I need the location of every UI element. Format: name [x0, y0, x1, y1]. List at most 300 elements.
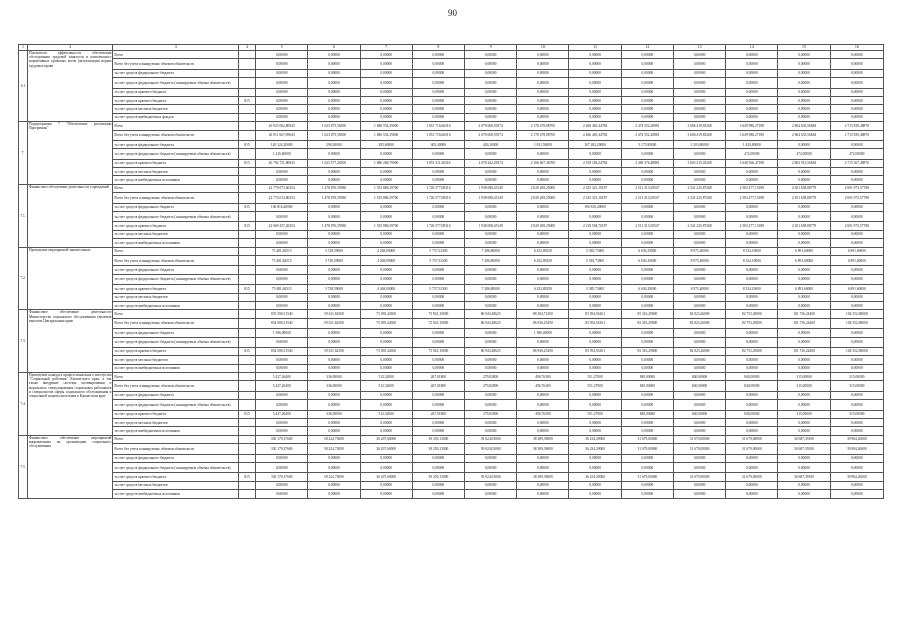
table-row: [19, 347, 884, 355]
table-row: [19, 356, 884, 364]
code-cell: [239, 444, 256, 454]
value-cell: 75 481,84515: [256, 285, 308, 293]
value-cell: 0,00000: [465, 329, 517, 337]
value-cell: 0,00000: [569, 239, 621, 247]
header-cell: 8: [412, 45, 464, 51]
value-cell: 279,82800: [465, 381, 517, 391]
value-cell: 0,00000: [256, 454, 308, 462]
source-cell: за счет средств федерального бюджета: [113, 454, 239, 462]
value-cell: 0,00000: [517, 356, 569, 364]
value-cell: 0,00000: [465, 391, 517, 399]
value-cell: 0,00000: [256, 168, 308, 176]
value-cell: 0,00000: [517, 293, 569, 301]
value-cell: 0,00000: [778, 490, 830, 498]
value-cell: 0,00000: [308, 239, 360, 247]
table-row: [19, 122, 884, 130]
source-cell: Всего без учета планируемых объемов обязательств: [113, 130, 239, 140]
value-cell: 0,00000: [778, 203, 830, 211]
table-row: [19, 381, 884, 391]
table-row: [19, 88, 884, 96]
value-cell: 0,00000: [778, 481, 830, 489]
value-cell: 0,00000: [830, 113, 883, 121]
value-cell: 0,00000: [830, 140, 883, 148]
value-cell: 315,00000: [778, 373, 830, 381]
value-cell: 0,00000: [673, 329, 725, 337]
value-cell: 1 623 875,56500: [308, 122, 360, 130]
code-cell: 815: [239, 347, 256, 355]
value-cell: 2 359 183,24784: [569, 159, 621, 167]
value-cell: 0,00000: [621, 266, 673, 274]
value-cell: 0,00000: [256, 301, 308, 309]
value-cell: 0,00000: [830, 400, 883, 410]
value-cell: 0,00000: [412, 239, 464, 247]
value-cell: 0,00000: [621, 69, 673, 77]
header-cell: 12: [621, 45, 673, 51]
table-row: [19, 212, 884, 222]
source-cell: за счет средств федерального бюджета (планируемые объемы обязательств): [113, 400, 239, 410]
value-cell: 0,00000: [517, 454, 569, 462]
value-cell: 0,00000: [778, 113, 830, 121]
value-cell: 0,00000: [517, 239, 569, 247]
value-cell: 1 478 876,59580: [308, 193, 360, 203]
value-cell: 2 325 321,10187: [569, 184, 621, 192]
source-cell: за счет средств федерального бюджета: [113, 266, 239, 274]
code-cell: [239, 310, 256, 318]
source-cell: за счет средств краевого бюджета: [113, 285, 239, 293]
value-cell: 0,00000: [517, 301, 569, 309]
value-cell: 0,00000: [830, 337, 883, 347]
value-cell: 1 478 876,59580: [308, 222, 360, 230]
value-cell: 0,00000: [360, 78, 412, 88]
value-cell: 0,00000: [778, 400, 830, 410]
value-cell: 0,00000: [412, 96, 464, 104]
value-cell: 1 535 886,39700: [360, 193, 412, 203]
value-cell: 0,00000: [412, 329, 464, 337]
value-cell: 496,76300: [517, 410, 569, 418]
value-cell: 0,00000: [256, 105, 308, 113]
value-cell: 0,00000: [517, 462, 569, 472]
value-cell: 840,00000: [673, 373, 725, 381]
value-cell: 0,00000: [830, 59, 883, 69]
value-cell: 0,00000: [465, 88, 517, 96]
value-cell: 0,00000: [360, 168, 412, 176]
value-cell: 840,00000: [621, 410, 673, 418]
value-cell: 0,00000: [360, 105, 412, 113]
value-cell: 82 823,26000: [673, 318, 725, 328]
source-cell: за счет средств внебюджетных источников: [113, 490, 239, 498]
value-cell: 0,00000: [465, 149, 517, 159]
value-cell: 1 851 311,26316: [412, 159, 464, 167]
value-cell: 0,00000: [569, 78, 621, 88]
value-cell: 0,00000: [308, 490, 360, 498]
value-cell: 0,00000: [621, 212, 673, 222]
value-cell: 0,00000: [778, 391, 830, 399]
value-cell: 267,01800: [412, 373, 464, 381]
value-cell: 0,00000: [308, 51, 360, 59]
value-cell: 0,00000: [465, 301, 517, 309]
code-cell: [239, 239, 256, 247]
table-row: [19, 293, 884, 301]
table-row: [19, 184, 884, 192]
value-cell: 0,00000: [256, 419, 308, 427]
source-cell: за счет средств местных бюджетов: [113, 356, 239, 364]
value-cell: 0,00000: [621, 454, 673, 462]
value-cell: 0,00000: [673, 481, 725, 489]
value-cell: 82 753,29000: [726, 318, 778, 328]
value-cell: 0,00000: [778, 454, 830, 462]
value-cell: 4 268,00000: [360, 247, 412, 255]
value-cell: 82 753,29000: [726, 347, 778, 355]
value-cell: 2 474 552,28881: [621, 122, 673, 130]
value-cell: 0,00000: [360, 391, 412, 399]
value-cell: 83 316,29000: [621, 318, 673, 328]
value-cell: 336,00000: [308, 410, 360, 418]
value-cell: 0,00000: [621, 78, 673, 88]
value-cell: 0,00000: [256, 113, 308, 121]
value-cell: 0,00000: [465, 400, 517, 410]
value-cell: 0,00000: [726, 301, 778, 309]
value-cell: 0,00000: [360, 356, 412, 364]
value-cell: 0,00000: [726, 427, 778, 435]
value-cell: 7 286,80000: [465, 247, 517, 255]
value-cell: 26 923 062,80943: [256, 122, 308, 130]
value-cell: 1 535 886,39700: [360, 222, 412, 230]
value-cell: 6 891,60000: [778, 255, 830, 265]
value-cell: 0,00000: [673, 88, 725, 96]
value-cell: 0,00000: [778, 266, 830, 274]
table-row: [19, 410, 884, 418]
value-cell: 0,00000: [778, 230, 830, 238]
value-cell: 0,00000: [308, 96, 360, 104]
value-cell: 5 757,52300: [412, 247, 464, 255]
value-cell: 22 669 257,20254: [256, 222, 308, 230]
source-cell: за счет средств федерального бюджета: [113, 203, 239, 211]
value-cell: 0,00000: [673, 168, 725, 176]
value-cell: 3 728,59000: [308, 285, 360, 293]
value-cell: 512,32000: [360, 373, 412, 381]
value-cell: 0,00000: [673, 462, 725, 472]
value-cell: 4 268,00000: [360, 285, 412, 293]
table-row: [19, 301, 884, 309]
value-cell: 0,00000: [569, 176, 621, 184]
value-cell: 0,00000: [360, 266, 412, 274]
value-cell: 279,82800: [465, 373, 517, 381]
value-cell: 267,01800: [412, 381, 464, 391]
value-cell: 1 726 577,08316: [412, 193, 464, 203]
value-cell: 0,00000: [621, 481, 673, 489]
value-cell: 1 726 577,08316: [412, 222, 464, 230]
value-cell: 0,00000: [256, 212, 308, 222]
value-cell: 107 282,20000: [569, 140, 621, 148]
value-cell: 0,00000: [308, 105, 360, 113]
value-cell: 0,00000: [412, 427, 464, 435]
value-cell: 0,00000: [308, 364, 360, 372]
value-cell: 0,00000: [517, 427, 569, 435]
value-cell: 0,00000: [360, 230, 412, 238]
value-cell: 0,00000: [726, 266, 778, 274]
value-cell: 0,00000: [517, 78, 569, 88]
value-cell: 0,00000: [569, 293, 621, 301]
value-cell: 0,00000: [673, 427, 725, 435]
value-cell: 0,00000: [673, 51, 725, 59]
code-cell: [239, 113, 256, 121]
value-cell: 0,00000: [830, 301, 883, 309]
code-cell: [239, 454, 256, 462]
value-cell: 75 481,84515: [256, 247, 308, 255]
table-row: [19, 255, 884, 265]
value-cell: 2 029 269,25000: [517, 193, 569, 203]
table-row: [19, 140, 884, 148]
value-cell: 0,00000: [360, 400, 412, 410]
value-cell: 0,00000: [673, 96, 725, 104]
value-cell: 0,00000: [778, 419, 830, 427]
value-cell: 840,00000: [726, 410, 778, 418]
code-cell: [239, 176, 256, 184]
value-cell: 0,00000: [726, 293, 778, 301]
value-cell: 0,00000: [517, 168, 569, 176]
value-cell: 5 385,73865: [569, 285, 621, 293]
value-cell: 512,32000: [360, 381, 412, 391]
value-cell: 83 316,29000: [621, 310, 673, 318]
value-cell: 0,00000: [621, 203, 673, 211]
code-cell: [239, 130, 256, 140]
value-cell: 2 178 478,08700: [517, 122, 569, 130]
code-cell: 815: [239, 96, 256, 104]
value-cell: 5 385,73865: [569, 247, 621, 255]
value-cell: 0,00000: [569, 212, 621, 222]
value-cell: 0,00000: [517, 88, 569, 96]
table-row: [19, 113, 884, 121]
header-cell: 10: [517, 45, 569, 51]
value-cell: 551,27000: [569, 381, 621, 391]
table-row: [19, 373, 884, 381]
value-cell: 0,00000: [412, 490, 464, 498]
value-cell: 30 687,39100: [778, 473, 830, 481]
measure-name-cell: Проведение конкурса профессионального мастерства "Социальный работник" Камчатского края, а так также внедрение системы мотивирования и морального стимулирования социальных работников и специалистов сферы социального обслуживания и социальной защиты населения в Камчатском крае: [28, 373, 113, 436]
value-cell: 0,00000: [569, 105, 621, 113]
code-cell: 815: [239, 410, 256, 418]
value-cell: 0,00000: [621, 88, 673, 96]
table-row: [19, 274, 884, 284]
value-cell: 0,00000: [360, 454, 412, 462]
value-cell: 512,32000: [360, 410, 412, 418]
value-cell: 75 941,10000: [412, 318, 464, 328]
value-cell: 0,00000: [778, 176, 830, 184]
source-cell: за счет средств федерального бюджета (планируемые объемы обязательств): [113, 212, 239, 222]
value-cell: 0,00000: [778, 140, 830, 148]
value-cell: 0,00000: [569, 490, 621, 498]
code-cell: 815: [239, 222, 256, 230]
value-cell: 0,00000: [569, 230, 621, 238]
value-cell: 2 078 242,29574: [465, 159, 517, 167]
value-cell: 0,00000: [621, 427, 673, 435]
value-cell: 3 649 986,27188: [726, 122, 778, 130]
value-cell: 0,00000: [726, 462, 778, 472]
value-cell: 104 552,08000: [830, 310, 883, 318]
value-cell: 2 651 658,88779: [778, 184, 830, 192]
value-cell: 0,00000: [621, 490, 673, 498]
value-cell: 0,00000: [360, 329, 412, 337]
value-cell: 39 250,13000: [412, 444, 464, 454]
value-cell: 36 234,29000: [569, 444, 621, 454]
table-row: [19, 310, 884, 318]
value-cell: 82 753,29000: [726, 310, 778, 318]
value-cell: 0,00000: [673, 266, 725, 274]
value-cell: 2 029 269,25000: [517, 222, 569, 230]
table-row: [19, 391, 884, 399]
value-cell: 0,00000: [569, 96, 621, 104]
value-cell: 1 686 268,79000: [360, 159, 412, 167]
source-cell: за счет средств краевого бюджета: [113, 159, 239, 167]
value-cell: 59 611,62500: [308, 318, 360, 328]
value-cell: 1 686 554,39000: [360, 130, 412, 140]
value-cell: 0,00000: [673, 364, 725, 372]
value-cell: 267,01800: [412, 410, 464, 418]
value-cell: 5 427,26400: [256, 410, 308, 418]
value-cell: 30 687,39100: [778, 435, 830, 443]
value-cell: 0,00000: [778, 96, 830, 104]
value-cell: 0,00000: [412, 113, 464, 121]
value-cell: 0,00000: [830, 105, 883, 113]
value-cell: 0,00000: [256, 391, 308, 399]
value-cell: 0,00000: [465, 274, 517, 284]
table-row: [19, 266, 884, 274]
value-cell: 2 583 477,13188: [726, 184, 778, 192]
value-cell: 0,00000: [621, 364, 673, 372]
value-cell: 0,00000: [569, 69, 621, 77]
value-cell: 0,00000: [569, 59, 621, 69]
source-cell: за счет средств федерального бюджета: [113, 391, 239, 399]
value-cell: 0,00000: [412, 51, 464, 59]
value-cell: 0,00000: [726, 96, 778, 104]
value-cell: 2 178 478,08700: [517, 130, 569, 140]
header-cell: 14: [726, 45, 778, 51]
table-row: [19, 168, 884, 176]
value-cell: 0,00000: [412, 454, 464, 462]
value-cell: 0,00000: [308, 230, 360, 238]
row-number-cell: 7.3.: [19, 310, 28, 373]
value-cell: 0,00000: [256, 266, 308, 274]
source-cell: за счет средств краевого бюджета: [113, 96, 239, 104]
value-cell: 2 511 313,50547: [621, 222, 673, 230]
table-row: [19, 454, 884, 462]
source-cell: за счет средств федерального бюджета (планируемые объемы обязательств): [113, 149, 239, 159]
value-cell: 0,00000: [778, 59, 830, 69]
value-cell: 31 679,00000: [621, 473, 673, 481]
measure-name-cell: Подпрограмма 7 "Обеспечение реализации Программы": [28, 122, 113, 185]
value-cell: 0,00000: [465, 78, 517, 88]
value-cell: 0,00000: [412, 301, 464, 309]
value-cell: 0,00000: [621, 51, 673, 59]
value-cell: 0,00000: [673, 59, 725, 69]
value-cell: 0,00000: [569, 266, 621, 274]
value-cell: 0,00000: [256, 400, 308, 410]
table-row: [19, 69, 884, 77]
code-cell: [239, 193, 256, 203]
source-cell: за счет средств местных бюджетов: [113, 419, 239, 427]
value-cell: 6 630,29000: [621, 285, 673, 293]
value-cell: 0,00000: [673, 337, 725, 347]
value-cell: 0,00000: [726, 356, 778, 364]
header-cell: 3: [113, 45, 239, 51]
value-cell: 0,00000: [621, 391, 673, 399]
value-cell: 2 691 973,57788: [830, 222, 883, 230]
value-cell: 3 728,59000: [308, 247, 360, 255]
table-row: [19, 400, 884, 410]
value-cell: 279,82800: [465, 410, 517, 418]
value-cell: 0,00000: [360, 301, 412, 309]
value-cell: 86 943,48625: [465, 310, 517, 318]
code-cell: [239, 490, 256, 498]
value-cell: 88 294,71450: [517, 310, 569, 318]
value-cell: 0,00000: [412, 356, 464, 364]
value-cell: 0,00000: [360, 69, 412, 77]
value-cell: 0,00000: [830, 203, 883, 211]
code-cell: [239, 373, 256, 381]
value-cell: 0,00000: [778, 293, 830, 301]
value-cell: 59 611,62500: [308, 310, 360, 318]
header-cell: 1: [19, 45, 28, 51]
table-body: [19, 45, 884, 499]
value-cell: 0,00000: [465, 96, 517, 104]
header-cell: 2: [28, 45, 113, 51]
value-cell: 0,00000: [778, 301, 830, 309]
value-cell: 315,00000: [778, 381, 830, 391]
value-cell: 0,00000: [256, 239, 308, 247]
value-cell: 0,00000: [412, 168, 464, 176]
code-cell: [239, 400, 256, 410]
value-cell: 0,00000: [726, 419, 778, 427]
value-cell: 405,40000: [412, 140, 464, 148]
value-cell: 101 756,24400: [778, 318, 830, 328]
source-cell: за счет средств федерального бюджета (планируемые объемы обязательств): [113, 78, 239, 88]
measure-name-cell: Финансовое обеспечение деятельности Министерства социального обслуживания (включая выплаты Центральным краю: [28, 310, 113, 373]
value-cell: 2 029 269,25000: [517, 184, 569, 192]
value-cell: 336,00000: [308, 373, 360, 381]
value-cell: 0,00000: [569, 274, 621, 284]
source-cell: за счет средств внебюджетных источников: [113, 239, 239, 247]
table-row: [19, 419, 884, 427]
value-cell: 0,00000: [256, 176, 308, 184]
source-cell: за счет средств местных бюджетов: [113, 481, 239, 489]
source-cell: за счет средств местных бюджетов: [113, 230, 239, 238]
value-cell: 2 651 658,88779: [778, 193, 830, 203]
value-cell: 0,00000: [517, 113, 569, 121]
value-cell: 104 552,08000: [830, 318, 883, 328]
value-cell: 0,00000: [621, 301, 673, 309]
value-cell: 2 474 552,28881: [621, 130, 673, 140]
value-cell: 0,00000: [673, 105, 725, 113]
value-cell: 36 234,29000: [569, 473, 621, 481]
value-cell: 0,00000: [621, 113, 673, 121]
value-cell: 0,00000: [621, 230, 673, 238]
measure-name-cell: Проведение мероприятий значительных: [28, 247, 113, 310]
value-cell: 2 715 367,48870: [830, 159, 883, 167]
value-cell: 472,00000: [726, 149, 778, 159]
source-cell: Всего: [113, 184, 239, 192]
value-cell: 0,00000: [673, 78, 725, 88]
value-cell: 59 611,62500: [308, 347, 360, 355]
value-cell: 6 891,60000: [778, 285, 830, 293]
code-cell: [239, 212, 256, 222]
source-cell: за счет средств краевого бюджета: [113, 347, 239, 355]
value-cell: 0,00000: [726, 88, 778, 96]
value-cell: 6 252,89250: [517, 247, 569, 255]
value-cell: 0,00000: [778, 212, 830, 222]
value-cell: 0,00000: [726, 400, 778, 410]
value-cell: 0,00000: [673, 454, 725, 462]
value-cell: 0,00000: [308, 88, 360, 96]
